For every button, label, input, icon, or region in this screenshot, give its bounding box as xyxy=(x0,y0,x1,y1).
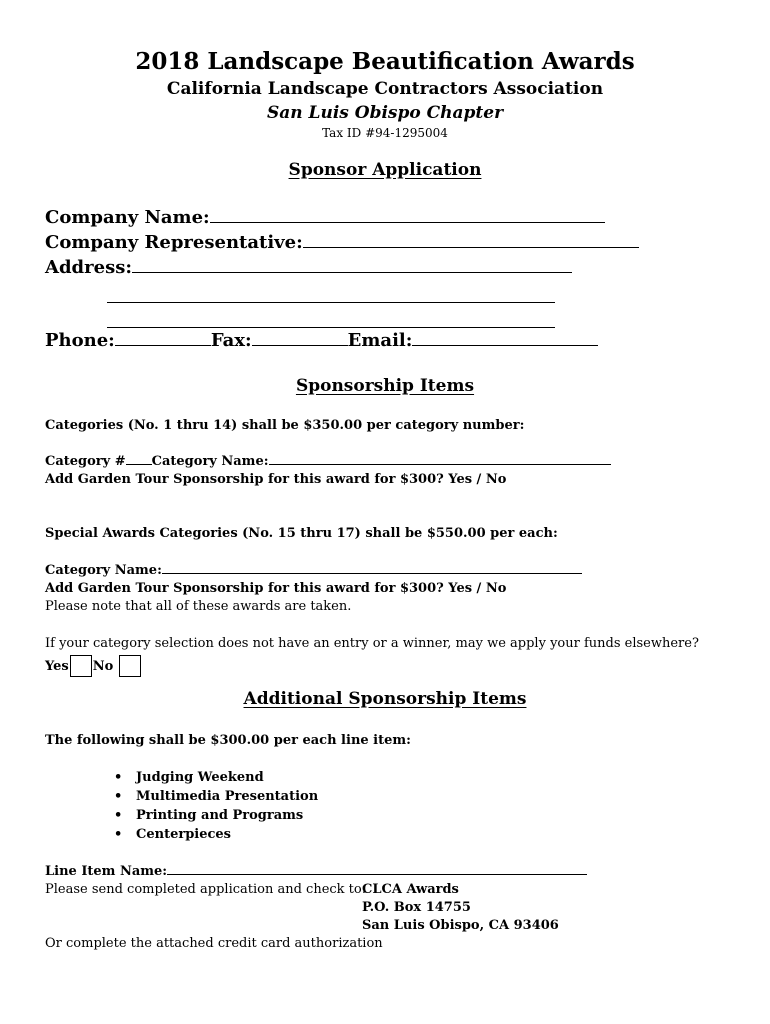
line-item-name-field[interactable] xyxy=(167,873,587,875)
categories-text: Categories (No. 1 thru 14) shall be $350.00 per category number: xyxy=(45,418,525,433)
address-field-3[interactable] xyxy=(107,327,555,328)
list-item: • Judging Weekend xyxy=(114,770,264,785)
fax-label: Fax: xyxy=(210,330,252,351)
bullet-icon: • xyxy=(114,789,123,804)
garden-tour-question: Add Garden Tour Sponsorship for this award for $300? Yes / No xyxy=(45,472,507,487)
contact-row xyxy=(45,330,598,351)
special-category-name-field[interactable] xyxy=(162,572,582,574)
sponsorship-items-heading: Sponsorship Items xyxy=(295,376,475,396)
address-row xyxy=(45,257,572,278)
special-awards-text: Special Awards Categories (No. 15 thru 17) shall be $550.00 per each: xyxy=(45,526,558,541)
yes-checkbox[interactable] xyxy=(70,655,92,677)
page-title: 2018 Landscape Beautification Awards xyxy=(135,48,635,75)
company-rep-label: Company Representative: xyxy=(45,232,303,253)
mailing-address-line-1: CLCA Awards xyxy=(362,882,459,897)
company-name-field[interactable] xyxy=(210,221,605,223)
address-field-2[interactable] xyxy=(107,302,555,303)
address-label: Address: xyxy=(45,257,132,278)
list-item: • Printing and Programs xyxy=(114,808,304,823)
chapter-name: San Luis Obispo Chapter xyxy=(266,103,504,123)
category-name-field[interactable] xyxy=(269,463,611,465)
mailing-address-line-2: P.O. Box 14755 xyxy=(362,900,471,915)
email-field[interactable] xyxy=(412,344,598,346)
phone-label: Phone: xyxy=(45,330,115,351)
funds-elsewhere-answer xyxy=(45,655,142,677)
special-category-name-label: Category Name: xyxy=(45,563,162,578)
funds-elsewhere-question: If your category selection does not have an entry or a winner, may we apply your funds elsewhere? xyxy=(45,636,699,651)
mailing-address-line-3: San Luis Obispo, CA 93406 xyxy=(362,918,559,933)
list-item: • Multimedia Presentation xyxy=(114,789,319,804)
line-item-row xyxy=(45,864,587,879)
line-item-name-label: Line Item Name: xyxy=(45,864,168,879)
category-number-label: Category # xyxy=(45,454,126,469)
no-checkbox[interactable] xyxy=(119,655,141,677)
additional-items-heading: Additional Sponsorship Items xyxy=(243,689,527,709)
category-row xyxy=(45,454,611,469)
company-rep-field[interactable] xyxy=(303,246,639,248)
category-name-label: Category Name: xyxy=(151,454,269,469)
no-label: No xyxy=(92,659,114,674)
additional-items-list xyxy=(108,768,318,844)
fax-field[interactable] xyxy=(252,344,348,346)
credit-card-note: Or complete the attached credit card authorization xyxy=(45,936,383,951)
company-name-label: Company Name: xyxy=(45,207,210,228)
list-item: • Centerpieces xyxy=(114,827,231,842)
company-name-row xyxy=(45,207,605,228)
address-field-1[interactable] xyxy=(132,271,572,273)
special-category-row xyxy=(45,563,582,578)
bullet-icon: • xyxy=(114,770,123,785)
yes-label: Yes xyxy=(45,659,69,674)
email-label: Email: xyxy=(347,330,413,351)
bullet-icon: • xyxy=(114,808,123,823)
special-garden-tour-question: Add Garden Tour Sponsorship for this award for $300? Yes / No xyxy=(45,581,507,596)
bullet-icon: • xyxy=(114,827,123,842)
category-number-field[interactable] xyxy=(126,463,152,465)
tax-id: Tax ID #94-1295004 xyxy=(322,126,448,140)
sponsor-application-heading: Sponsor Application xyxy=(288,160,482,180)
awards-taken-note: Please note that all of these awards are taken. xyxy=(45,599,352,614)
additional-items-intro: The following shall be $300.00 per each line item: xyxy=(45,733,411,748)
phone-field[interactable] xyxy=(115,344,211,346)
company-rep-row xyxy=(45,232,639,253)
organization-name: California Landscape Contractors Association xyxy=(166,79,604,99)
send-instructions: Please send completed application and check to: xyxy=(45,882,367,897)
